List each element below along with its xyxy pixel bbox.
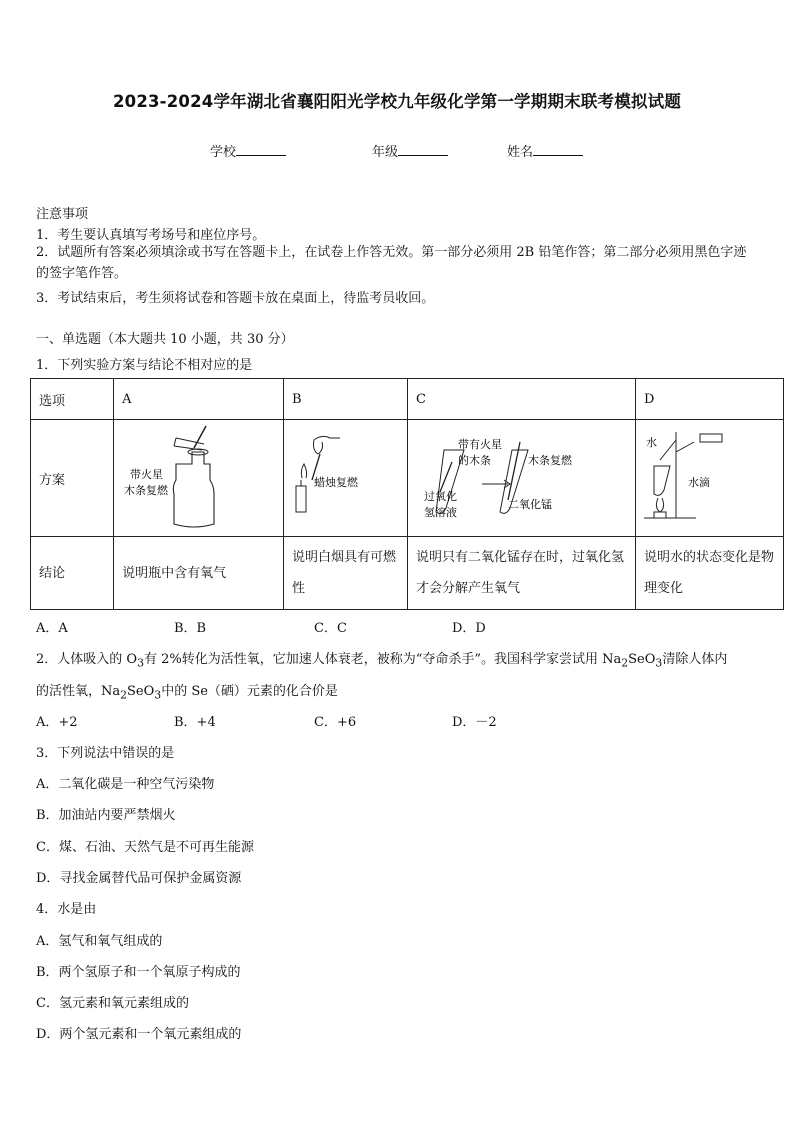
section-heading: 一、单选题（本大题共 10 小题，共 30 分） [36, 332, 294, 347]
diagram-b-cell [284, 420, 408, 537]
test-tube-diagram [408, 420, 634, 532]
option-b[interactable]: B．加油站内要严禁烟火 [36, 808, 176, 823]
question-stem: 4．水是由 [36, 902, 97, 917]
option-c[interactable]: C．煤、石油、天然气是不可再生能源 [36, 840, 254, 855]
diagram-c-cell [408, 420, 636, 537]
notice-item: 1．考生要认真填写考场号和座位序号。 [36, 228, 266, 243]
table-conclusion-row [31, 537, 784, 610]
diagram-label: 过氧化 [424, 490, 457, 503]
header-cell: D [635, 379, 783, 420]
subscript: 3 [154, 688, 162, 702]
subscript: 3 [655, 656, 663, 670]
notice-item: 2．试题所有答案必须填涂或书写在答题卡上，在试卷上作答无效。第一部分必须用 2B 铅笔作答；第二部分必须用黑色字迹的签字笔作答。 [36, 245, 747, 281]
question-stem: 3．下列说法中错误的是 [36, 746, 175, 761]
conclusion-cell: 说明只有二氧化锰存在时，过氧化氢才会分解产生氧气 [408, 537, 636, 610]
header-cell: A [114, 379, 284, 420]
subscript: 2 [120, 688, 128, 702]
subscript: 3 [137, 656, 144, 670]
header-cell: B [284, 379, 408, 420]
q2-options [36, 711, 497, 730]
option-d[interactable]: D．两个氢元素和一个氧元素组成的 [36, 1027, 242, 1042]
option-a[interactable]: A．氢气和氧气组成的 [36, 934, 163, 949]
text-run: 有 2%转化为活性氧，它加速人体衰老，被称为“夺命杀手”。我国科学家尝试用 Na [143, 652, 622, 667]
diagram-label: 带火星 [130, 468, 164, 481]
option-d[interactable]: D．寻找金属替代品可保护金属资源 [36, 871, 242, 886]
notice-heading: 注意事项 [36, 207, 89, 222]
text-run: 的活性氧，Na [36, 684, 121, 699]
option-d[interactable]: D．D [452, 621, 486, 636]
option-c[interactable]: C．+6 [314, 715, 357, 730]
diagram-label: 的木条 [458, 454, 491, 467]
school-field [210, 141, 286, 160]
option-c[interactable]: C．氢元素和氧元素组成的 [36, 996, 189, 1011]
subscript: 2 [621, 656, 629, 670]
row-label: 方案 [31, 420, 114, 537]
option-b[interactable]: B．两个氢原子和一个氧原子构成的 [36, 965, 241, 980]
school-label: 学校 [210, 145, 237, 160]
option-a[interactable]: A．A [36, 621, 68, 636]
diagram-label: 水滴 [687, 476, 710, 489]
question-stem: 1．下列实验方案与结论不相对应的是 [36, 358, 253, 373]
table-plan-row [31, 420, 784, 537]
q2-stem-line1 [36, 648, 727, 670]
header-cell: 选项 [31, 379, 114, 420]
option-b[interactable]: B．B [174, 621, 207, 636]
candle-diagram [284, 420, 406, 532]
option-c[interactable]: C．C [314, 621, 347, 636]
text-run: 中的 Se（硒）元素的化合价是 [161, 684, 338, 699]
table-header-row [31, 379, 784, 420]
option-a[interactable]: A．二氧化碳是一种空气污染物 [36, 777, 215, 792]
q1-table [30, 378, 784, 610]
school-blank[interactable] [236, 143, 286, 156]
diagram-label: 二氧化锰 [508, 498, 552, 511]
q2-stem-line2 [36, 680, 338, 702]
text-run: SeO [127, 684, 155, 699]
diagram-label: 蜡烛复燃 [314, 476, 359, 489]
header-cell: C [408, 379, 636, 420]
q1-options [36, 617, 486, 636]
name-field [507, 141, 583, 160]
diagram-label: 木条复燃 [124, 484, 169, 497]
diagram-label: 水 [645, 436, 657, 449]
diagram-label: 木条复燃 [528, 454, 572, 467]
conclusion-cell: 说明瓶中含有氧气 [114, 537, 284, 610]
distillation-diagram [636, 420, 782, 532]
diagram-a-cell [114, 420, 284, 537]
option-a[interactable]: A．+2 [36, 715, 78, 730]
diagram-label: 带有火星 [458, 438, 502, 451]
option-b[interactable]: B．+4 [174, 715, 216, 730]
text-run: SeO [628, 652, 656, 667]
grade-blank[interactable] [398, 143, 448, 156]
row-label: 结论 [31, 537, 114, 610]
text-run: 清除人体内 [662, 652, 728, 667]
conclusion-cell: 说明水的状态变化是物理变化 [635, 537, 783, 610]
name-blank[interactable] [533, 143, 583, 156]
name-label: 姓名 [507, 145, 534, 160]
conclusion-cell: 说明白烟具有可燃性 [284, 537, 408, 610]
notice-item: 3．考试结束后，考生须将试卷和答题卡放在桌面上，待监考员收回。 [36, 291, 435, 306]
grade-label: 年级 [372, 145, 399, 160]
diagram-label: 氢溶液 [424, 506, 457, 519]
diagram-d-cell [635, 420, 783, 537]
text-run: 2．人体吸入的 O [36, 652, 138, 667]
bottle-splint-diagram [114, 420, 282, 532]
grade-field [372, 141, 448, 160]
page-title: 2023-2024学年湖北省襄阳阳光学校九年级化学第一学期期末联考模拟试题 [112, 92, 682, 111]
option-d[interactable]: D．－2 [452, 715, 497, 730]
